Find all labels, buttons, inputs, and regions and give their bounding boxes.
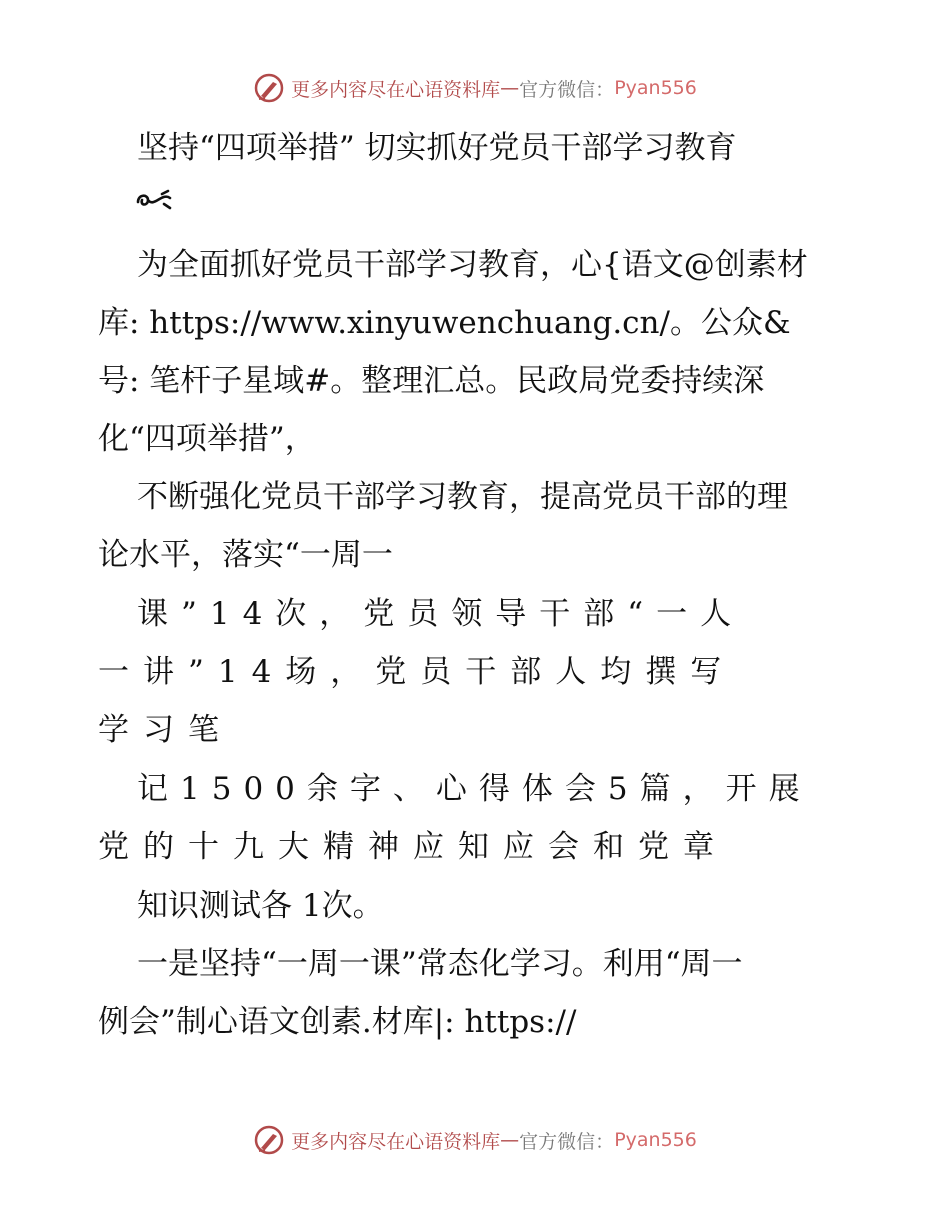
- body-line: 课”14次，党员领导干部“一人: [137, 596, 745, 632]
- body-line: 库: https://www.xinyuwenchuang.cn/。公众&: [98, 305, 791, 341]
- footer-watermark: [0, 1124, 950, 1156]
- body-line: 一讲”14场，党员干部人均撰写: [98, 654, 736, 690]
- body-line: 党的十九大精神应知应会和党章: [98, 829, 728, 865]
- watermark-text: 更多内容尽在心语资料库: [291, 1130, 501, 1153]
- watermark-text: 更多内容尽在心语资料库: [291, 78, 501, 101]
- body-line: 一是坚持“一周一课”常态化学习。利用“周一: [137, 946, 743, 982]
- body-line: 知识测试各 1次。: [137, 888, 384, 924]
- wechat-label: 官方微信：: [519, 1130, 615, 1153]
- body-line: 例会”制心语文创素.材库|: https://: [98, 1004, 577, 1040]
- ornament-icon: [134, 188, 174, 214]
- watermark-dash: —: [500, 77, 520, 99]
- wechat-id: Pyan556: [614, 77, 697, 99]
- body-line: 学习笔: [98, 712, 233, 748]
- body-line: 不断强化党员干部学习教育，提高党员干部的理: [137, 479, 788, 515]
- header-watermark: [0, 72, 950, 104]
- wechat-id: Pyan556: [614, 1129, 697, 1151]
- body-line: 为全面抓好党员干部学习教育，心{语文@创素材: [137, 247, 808, 283]
- document-title: 坚持“四项举措” 切实抓好党员干部学习教育: [137, 130, 737, 166]
- body-line: 号: 笔杆子星域#。整理汇总。民政局党委持续深: [98, 363, 765, 399]
- pen-logo-icon: [253, 72, 285, 104]
- wechat-label: 官方微信：: [519, 78, 615, 101]
- watermark-dash: —: [500, 1129, 520, 1151]
- body-line: 化“四项举措”，: [98, 421, 316, 457]
- pen-logo-icon: [253, 1124, 285, 1156]
- body-line: 记1500余字、心得体会5篇，开展: [137, 771, 812, 807]
- body-line: 论水平，落实“一周一: [98, 537, 393, 573]
